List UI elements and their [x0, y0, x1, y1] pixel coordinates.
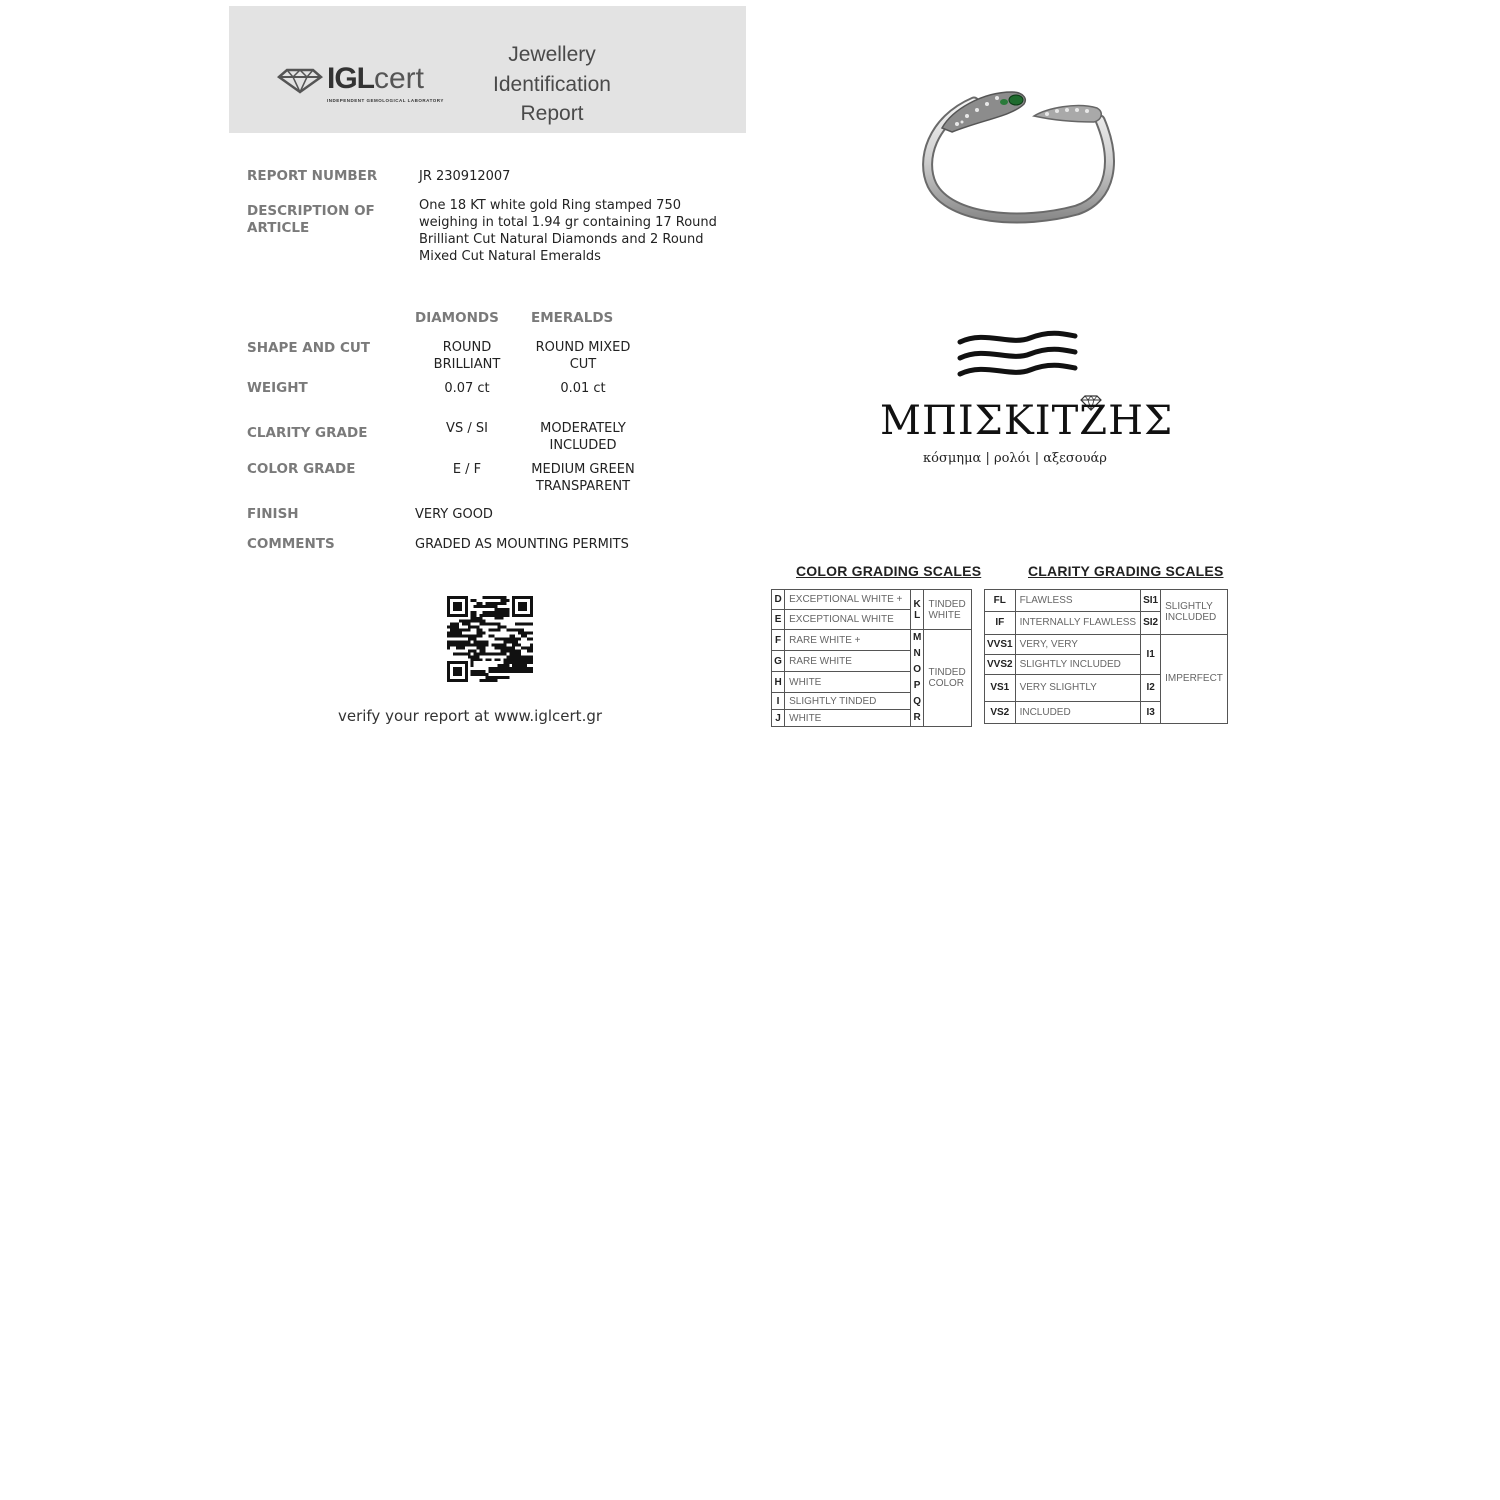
- color-code: E: [772, 610, 785, 630]
- clarity-code: I1: [1141, 634, 1161, 675]
- description-value: One 18 KT white gold Ring stamped 750 weighing in total 1.94 gr containing 17 Round Brilliant Cut Natural Diamonds and 2 Round Mixed Cut Natural Emeralds: [419, 198, 717, 264]
- logo-subtitle: INDEPENDENT GEMOLOGICAL LABORATORY: [327, 98, 444, 103]
- clarity-desc-group: SLIGHTLY INCLUDED: [1161, 590, 1228, 635]
- clarity-code: VVS2: [985, 654, 1016, 674]
- color-code: F: [772, 630, 785, 651]
- shape-emeralds: ROUND MIXED CUT: [535, 340, 631, 372]
- color-scale-title: COLOR GRADING SCALES: [796, 563, 982, 579]
- color-code: J: [772, 710, 785, 727]
- clarity-code: VS2: [985, 701, 1016, 723]
- finish-value: VERY GOOD: [415, 507, 493, 522]
- shape-diamonds: ROUND BRILLIANT: [433, 340, 501, 372]
- clarity-desc-group: IMPERFECT: [1161, 634, 1228, 723]
- color-desc: EXCEPTIONAL WHITE +: [785, 590, 911, 610]
- clarity-code: SI1: [1141, 590, 1161, 612]
- clarity-code: SI2: [1141, 612, 1161, 634]
- color-desc: WHITE: [785, 710, 911, 727]
- weight-label: WEIGHT: [247, 380, 308, 396]
- shape-label: SHAPE AND CUT: [247, 340, 371, 356]
- color-desc: RARE WHITE: [785, 651, 911, 672]
- clarity-scale-row: [985, 590, 1228, 612]
- clarity-code: VVS1: [985, 634, 1016, 654]
- brand-tagline: κόσμημα | ρολόι | αξεσουάρ: [923, 451, 1107, 466]
- color-desc-group: TINDED COLOR: [924, 630, 972, 727]
- diamond-icon: [277, 68, 323, 94]
- clarity-diamonds: VS / SI: [446, 421, 488, 436]
- clarity-code: I2: [1141, 675, 1161, 701]
- ring-photo: [912, 80, 1117, 230]
- brand-name: ΜΠΙΣΚΙΤΖΗΣ: [880, 398, 1174, 444]
- weight-diamonds: 0.07 ct: [444, 381, 490, 396]
- clarity-desc: VERY, VERY: [1015, 634, 1141, 654]
- color-code-group: K L: [910, 590, 924, 630]
- iglcert-logo: [277, 62, 457, 108]
- emeralds-column-header: EMERALDS: [531, 310, 614, 326]
- color-desc: WHITE: [785, 672, 911, 693]
- weight-emeralds: 0.01 ct: [560, 381, 606, 396]
- clarity-scale-title: CLARITY GRADING SCALES: [1028, 563, 1224, 579]
- comments-label: COMMENTS: [247, 536, 335, 552]
- color-code-group: M N O P Q R: [910, 630, 924, 727]
- clarity-code: VS1: [985, 675, 1016, 701]
- report-title: Jewellery Identification Report: [493, 43, 611, 125]
- report-header: [229, 6, 746, 133]
- clarity-emeralds: MODERATELY INCLUDED: [540, 421, 626, 453]
- clarity-code: IF: [985, 612, 1016, 634]
- color-scale-table: [771, 589, 972, 727]
- clarity-scale-row: [985, 634, 1228, 654]
- color-label: COLOR GRADE: [247, 461, 356, 477]
- clarity-desc: SLIGHTLY INCLUDED: [1015, 654, 1141, 674]
- color-desc: RARE WHITE +: [785, 630, 911, 651]
- color-code: D: [772, 590, 785, 610]
- color-code: I: [772, 693, 785, 710]
- verify-text: verify your report at www.iglcert.gr: [337, 707, 603, 725]
- color-desc: SLIGHTLY TINDED: [785, 693, 911, 710]
- color-emeralds: MEDIUM GREEN TRANSPARENT: [531, 462, 635, 494]
- clarity-desc: INTERNALLY FLAWLESS: [1015, 612, 1141, 634]
- comments-value: GRADED AS MOUNTING PERMITS: [415, 537, 629, 552]
- clarity-scale-table: [984, 589, 1228, 724]
- brand-waves-icon: [955, 330, 1080, 382]
- description-label: DESCRIPTION OF ARTICLE: [247, 203, 375, 236]
- logo-wordmark: IGLcert: [327, 62, 425, 95]
- clarity-code: I3: [1141, 701, 1161, 723]
- color-code: H: [772, 672, 785, 693]
- color-code: G: [772, 651, 785, 672]
- clarity-label: CLARITY GRADE: [247, 425, 368, 441]
- report-number-label: REPORT NUMBER: [247, 168, 378, 184]
- qr-code[interactable]: [446, 596, 534, 682]
- clarity-desc: INCLUDED: [1015, 701, 1141, 723]
- finish-label: FINISH: [247, 506, 299, 522]
- color-desc-group: TINDED WHITE: [924, 590, 972, 630]
- clarity-code: FL: [985, 590, 1016, 612]
- color-scale-row: [772, 590, 972, 610]
- clarity-desc: VERY SLIGHTLY: [1015, 675, 1141, 701]
- clarity-desc: FLAWLESS: [1015, 590, 1141, 612]
- diamonds-column-header: DIAMONDS: [415, 310, 499, 326]
- color-scale-row: [772, 630, 972, 651]
- color-desc: EXCEPTIONAL WHITE: [785, 610, 911, 630]
- color-diamonds: E / F: [452, 462, 482, 477]
- report-number-value: JR 230912007: [419, 169, 511, 184]
